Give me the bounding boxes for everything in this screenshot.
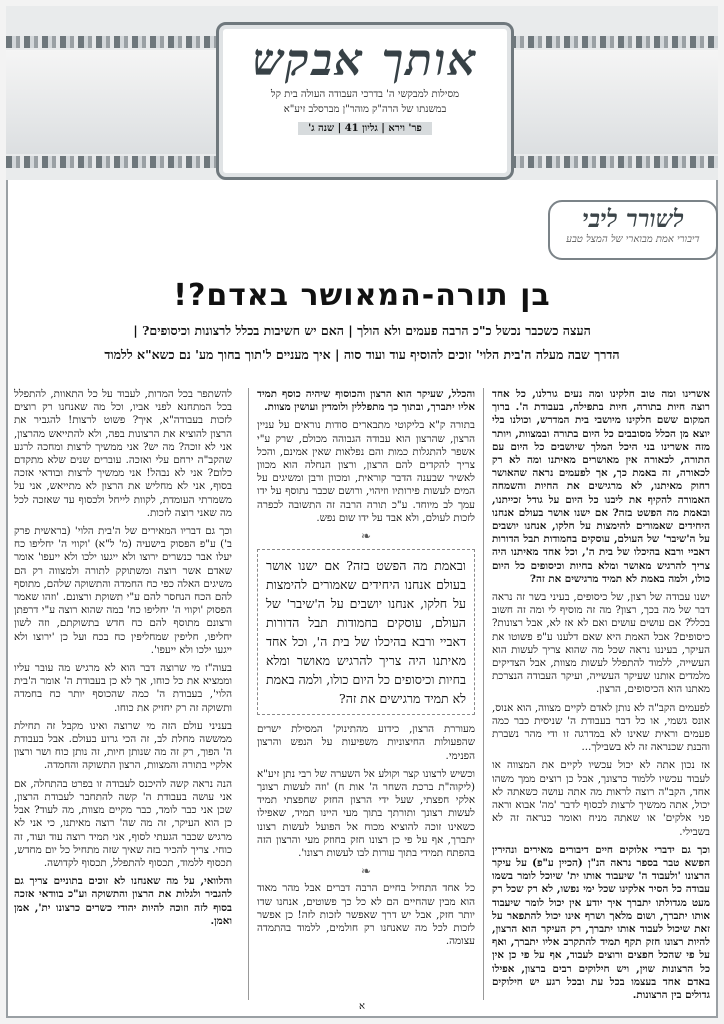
article-subtitle-2: הדרך שבה מעלה ה'בית הלוי' זוכים להוסיף עוד ועוד סוה | איך מעניים ל'תוך בחוך מע' נם כשא"א ללמוד <box>104 347 620 362</box>
masthead-tagline-2: במשנתו של הרה"ק מוהר"ן מברסלב זיע"א <box>283 104 447 115</box>
paragraph: וכך גם ידברי אלוקים חיים דיבורים מאירים ונהירין הפשא טבר בספר נראה הנ"ן (הכיין ע"פ) על עיקר הרצונו 'ולעבוד ה' שיעבוד אותו ית' שיוכל לומר בשמו עבודה כל הסיר אלקינו שכל ימי נפשו, לא רק שכל רק מעט מגדולתו יתברך איך יודע אין יכול לומר שיעבוד אותו יתברך, ושום מלאך ושרף אינו יכול להתפאר על זאת שיכול לעבוד אותו יתברך, רק העיקר הוא הרצון, להיות רצונו חזק תקף תמיד להתקרב אליו יתברך, ואף על פי שהכל חפצים ורוצים לעבוד, אף על פי כן אין כל הרצונות שוין, ויש חילוקים רבים ברצון, אפילו באדם אחד בעצמו בכל עת ובכל רגע יש חילוקים גדולים בין הרצונות. <box>492 843 710 1000</box>
paragraph: להשתפר בכל המדות, לעבוד על כל התאוות, להתפלל בכל המתחנא לפני אביו, וכל מה שאנחנו רק רוצים לזכות בעבודה"א, איך? פשוט לרצות! להגביר את הרצון להוציא את הרצונות בפה, ולא להתייאש מהרצון, אני לא זוכה? מה יש? אני ממשיך לרצות ומחכה לרגע שהקב"ה ירחם עלי ואזכה. עוברים שנים שלא מתקדם כלום? אני לא נבהל! אני ממשיך לרצות ובודאי אזכה בסוף, אני לא מחליש את הרצון לא מתייאש, אני על משמרתי העומדת, לקוות לייחל ולכסוף עד שאזכה לכל מה שאני רוצה לזכות. <box>14 388 232 519</box>
paragraph: וכך גם דבריו המאירים של ה'בית הלוי' (בראשית פרק ב') ע"פ הפסוק בישעיה (מ' ל"א) 'וקווי ה' יחליפו כח יעלו אבר כנשרים ירוצו ולא ייגעו ילכו ולא ייעפו' אומר שאדם אשר רוצה ומשתוקק לתורה ולמצווה רק הם משיגים האלה כפי כח החמדה והתשוקה שלהם, מתוסף להם הכח הנחסר להם ע"י תשוקת ורצונם. 'וזהו שאמר הפסוק 'וקווי ה' יחליפו כח' במה שהוא רוצה ע"י דרפתן ורצונם מתוסף להם כח חדש בתשוקתם, וזה לשון יחליפו, חליפין שמחליפין כח בכח ועל כן 'ירוצו ולא ייגעו ילכו ולא ייעפו'. <box>14 525 232 656</box>
masthead-tagline-1: מסילות למבקשי ה' בדרכי העבודה העולה בית קל <box>270 89 460 100</box>
masthead-logo <box>216 22 514 180</box>
column-divider <box>483 388 484 1000</box>
paragraph: אז נכון אתה לא יכול עכשיו לקיים את המצווה או לעבוד עכשיו ללמוד כרצונך, אבל כן רוצים ממך משהו אחד, הקב"ה רוצה לראות מה אתה עושה כשאתה לא יכול, אתה ממשיך לרצות לכסוף לדבר 'מה' אבוא וראה פני אלקים' או שאתה מניח ואומר כנראה זה לא בשבילי. <box>492 759 710 838</box>
paragraph: בעוה"ז מי שרוצה דבר הוא לא מרגיש מה עובר עליו וממציא את כל כוחו, אך לא כן בעבודת ה' אומר ה'בית הלוי', בעבודת ה' כמה שהכוסף יותר כח בחמדה ותשוקה זה רק יחזיק את כוחו. <box>14 662 232 714</box>
column-tag-title: לשורר ליבי <box>582 204 684 233</box>
paragraph: כל אחד התחיל בחיים הרבה דברים אבל מהר מאוד הוא מבין שהחיים הם לא כל כך פשוטים, אנחנו שדו יותר חזק, אבל יש דרך שאפשר לזכות לזה! כן אפשר לזכות לכל מה שאנחנו רק חולמים, ללמוד בהתמדה עצומה. <box>257 882 475 948</box>
page-number: א <box>358 1001 365 1012</box>
paragraph: לפעמים הקב"ה לא נותן לאדם לקיים מצווה, הוא אנוס, אונס גשמי, או כל דבר בעבודת ה' שניסית כבר כמה פעמים וראית שאינו לא במדרגה זו ודי מהר נשברת והבנת שכנראה זה לא בשבילך... <box>492 701 710 754</box>
article-title: בן תורה-המאושר באדם?! <box>173 278 551 313</box>
paragraph: בעניני עולם הזה מי שרוצה ואינו מקבל זה תחילת ממששה מחלת לב, זה הכי גרוע בעולם. אבל בעבודת ה' הפוך, רק זה מה שנותן חיות, זה נותן כוח ושר ורצון אלקיי בתורה והמצוות, הרצון התשוקה והחמדה. <box>14 719 232 772</box>
column-right <box>492 388 710 1000</box>
paragraph: בתורה ק"א בליקוטי מתבארים סודות נוראים על עניין הרצון, שהרצון הוא עבודה הגבוהה מכולם, שרק ע"י אשפר להתגלות כמות והם נפלאות שאין אמינם, והכל צריך להקדים להם הרצון, ורצון הנחלה הוא מכוון לאשיר שבענה הדבר קוראית, ומכוון ורבן ומשיגים על המים לעשות פירותיו וזיהוי, ורושם שכבר נתוסף על ידו עמך לב מיוחד. ע"כ תורה הרבה זה התשובה לכפרה לזכות לעולם, ולא אבד על ידו שום נפש. <box>257 419 475 524</box>
pull-quote: ובאמת מה הפשט בזה? אם ישנו אושר בעולם אנחנו היחידים שאמורים להימצות על חלקו, אנחנו יושבים על ה'שיבר' של העולם, עוסקים בחמודות תבל הדורות דאביי ורבא בהיכלו של בית ה', וכל אחד מאיתנו היה צריך להרגיש מאושר ומלא בחיות וכיסופים כל היום כולו, ולמה באמת לא תמיד מרגישים את זה? <box>257 549 475 715</box>
paragraph: ישנו עבודה של רצון, של כיסופים, בעיני בשר זה נראה דבר של מה בכך, רצון? מה זה מוסיף לי ומה זה חשוב בכלל? אם עושים עושים ואם לא אז לא, אבל רצונות? כיסופים? אבל האמת היא שאם דלענו ע"פ פשוטו את העיקר, בעיננו נראה שכל מה שהוא צריך לעשות הוא העשייה, ללמוד להתפלל לעשות מצוות, אבל הצדיקים מלמדים אותנו שעיקר העשייה, ועיקר העבודה הנצרכת מאתנו הוא הכיסופים, הרצון. <box>492 591 710 696</box>
paragraph: אשרינו ומה טוב חלקינו ומה נעים גורלנו, כל אחד רוצה חיות בתורה, חיות בתפילה, בעבודת ה'. ברוך המקום ששם חלקינו מיושבי בית המדרש, וכולנו בלי יוצא מן הכלל מסובבים כל היום בתורה ובמצוות, ויותר מזה אשרינו בני היכל המלך שיושבים כל היום עם התורה, לכאורה אין מאושרים מאיתנו ומה לא רק לכאורה, זה באמת כך, אך לפעמים נראה שהאושר רחוק מאיתנו, לא מרגישים את החיות והשמחה האמורה להקיף את ליבנו כל היום על גודל זכייתנו, ובאמת מה הפשט בזה? אם ישנו אושר בעולם אנחנו היחידים שאמורים להימצות על חלקו, אנחנו יושבים על ה'שיבר' של העולם, עוסקים בחמודות תבל הדורות דאביי ורבא בהיכלו של בית ה', וכל אחד מאיתנו היה צריך להרגיש מאושר ומלא בחיות וכיסופים כל היום כולו, ולמה באמת לא תמיד מרגישים את זה? <box>492 388 710 585</box>
column-left <box>14 388 232 1000</box>
column-tag <box>548 200 718 260</box>
paragraph: מעוררת הרצון, כידוע מהתינוק' המסילת ישרים שהפעולות החיצוניות משפיעות על הנפש והרצון הפנימי. <box>257 723 475 762</box>
article-subtitle-1: העצה כשכבר נכשל כ"כ הרבה פעמים ולא הולך | האם יש חשיבות בכלל לרצונות וכיסופים? | <box>133 323 591 338</box>
section-divider: ❧ <box>360 529 372 544</box>
column-middle <box>257 388 475 1000</box>
column-tag-subtitle: דיבורי אמת מבוארי של המצל טבע <box>566 234 700 245</box>
paragraph: והכלל, שעיקר הוא הרצון והכוסוף שיהיה כוסף תמיד אליו יתברך, ובתוך כך מתפללין ולומדין ועושין מצוות. <box>257 388 475 414</box>
paragraph: והלוואי, על מה שאנחנו לא זוכים בתוניים צריך גם להגביר ולגלות את הרצון והתשוקה וע"כ בוודאי אזכה בסוף לזה וזוכה להיות יהודי כשרים כרצונו ית', אמן ואמן. <box>14 875 232 927</box>
issue-info: פר' וירא | גליון 41 | שנה ג' <box>298 122 432 135</box>
paragraph: וכשיש לרצונו קצר וקולע אל השערה של רבי נתן זיע"א (ליקוה"ת ברכת השחר ה' אות ח) 'וזה לעשות רצונך אלקי חפצתי, שעל ידי הרצון החזק שחפצתי תמיד לעשות רצונך ותורתך בתוך מעי היינו תמיד, שאפילו כשאינו זוכה להוציא מכוח אל הפועל לעשות רצונו יתברך, אף על פי כן רצונו חזק בחוזק מעי והרצון הזה בהפתח תמידי בתוך עורות לבו לעשות רצונו'. <box>257 767 475 860</box>
paragraph: הנה נראה קשה להיכנס לעבודה זו בפרט בהתחלה, אם אני עושה בעבודת ה' קשה להתחבר לעבודת הרצון, שכן אני כבר לומד, כבר מקיים מצוות, מה לעוד? אבל כן הוא העיקר, זה מה שה' רוצה מאיתנו, כי אני לא מרגיש שכבר הגעתי לסוף, אני תמיד רוצה עוד ועוד, זה כוחי. צריך להכיר בזה שאיך שזה מתחיל כל יום מחדש, תכסוף ללמוד, תכסוף להתפלל, תכסוף לקדושה. <box>14 777 232 869</box>
masthead-title: אותך אבקש <box>252 35 478 86</box>
column-divider <box>248 388 249 1000</box>
article-body <box>14 388 710 1000</box>
section-divider: ❧ <box>360 864 372 879</box>
